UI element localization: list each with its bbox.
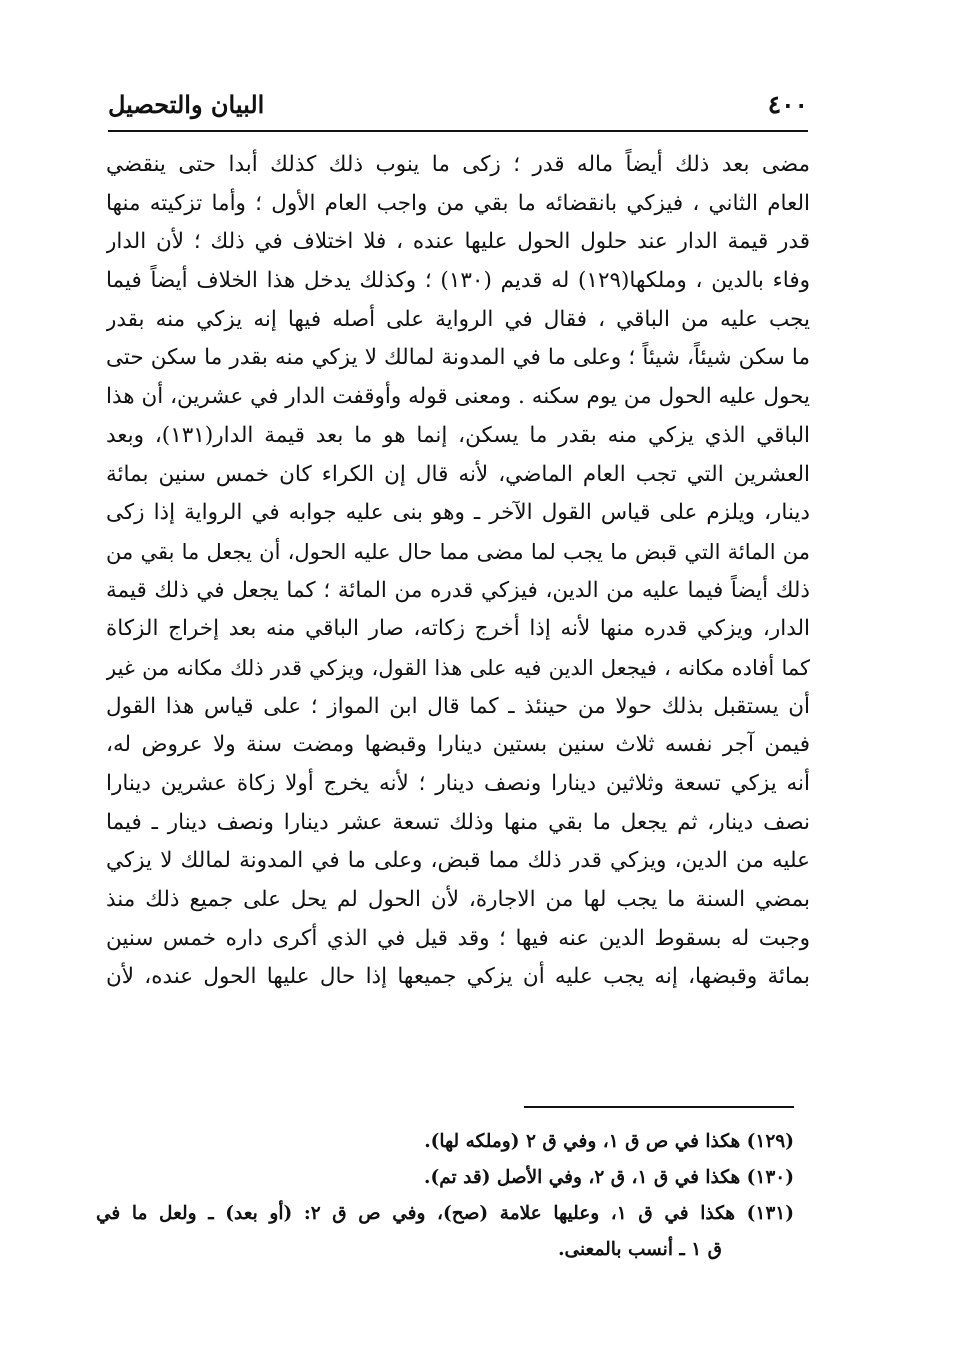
text-line: وجبت له بسقوط الدين عنه فيها ؛ وقد قيل في الذي أكرى داره خمس سنين: [106, 925, 810, 951]
text-line: ذلك أيضاً فيما عليه من الدين، فيزكي قدره من المائة ؛ كما يجعل في ذلك قيمة: [106, 577, 810, 603]
text-line: بمائة وقبضها، إنه يجب عليه أن يزكي جميعها إذا حال عليها الحول عنده، لأن: [106, 964, 810, 990]
body-text: [106, 146, 810, 997]
running-title: البيان والتحصيل: [108, 90, 265, 119]
footnote-131: (١٣١) هكذا في ق ١، وعليها علامة (صح)، وفي ص ق ٢: (أو بعد) ـ ولعل ما في: [96, 1203, 794, 1224]
text-line: العام الثاني ، فيزكي بانقضائه ما بقي من واجب العام الأول ؛ وأما تزكيته منها: [106, 190, 810, 216]
text-line: أن يستقبل بذلك حولا من حينئذ ـ كما قال ابن المواز ؛ على قياس هذا القول: [106, 693, 810, 719]
text-line: بمضي السنة ما يجب لها من الاجارة، لأن الحول لم يحل على جميع ذلك منذ: [106, 887, 810, 913]
footnote-131-continuation: ق ١ ـ أنسب بالمعنى.: [558, 1239, 722, 1260]
text-line: العشرين التي تجب العام الماضي، لأنه قال إن الكراء كان خمس سنين بمائة: [106, 461, 810, 487]
text-line: عليه من الدين، ويزكي قدر ذلك مما قبض، وعلى ما في المدونة لمالك لا يزكي: [106, 848, 810, 874]
text-line: أنه يزكي تسعة وثلاثين دينارا ونصف دينار ؛ لأنه يخرج أولا زكاة عشرين دينارا: [106, 771, 810, 796]
footnote-129: (١٢٩) هكذا في ص ق ١، وفي ق ٢ (وملكه لها).: [424, 1131, 794, 1152]
text-line: كما أفاده مكانه ، فيجعل الدين فيه على هذا القول، ويزكي قدر ذلك مكانه من غير: [106, 655, 810, 680]
text-line: ما سكن شيئاً، شيئاً ؛ وعلى ما في المدونة لمالك لا يزكي منه بقدر ما سكن حتى: [106, 345, 810, 371]
text-line: يجب عليه من الباقي ، فقال في الرواية على أصله فيها إنه يزكي منه بقدر: [106, 306, 810, 332]
text-line: الدار، ويزكي قدره منها لأنه إذا أخرج زكاته، صار الباقي منه بعد إخراج الزكاة: [106, 616, 810, 642]
text-line: يحول عليه الحول من يوم سكنه . ومعنى قوله وأوقفت الدار في عشرين، أن هذا: [106, 384, 810, 410]
footnotes: [96, 1124, 794, 1268]
footnote-130: (١٣٠) هكذا في ق ١، ق ٢، وفي الأصل (قد تم).: [424, 1167, 794, 1188]
page-number: ٤٠٠: [767, 90, 808, 119]
text-line: مضى بعد ذلك أيضاً ماله قدر ؛ زكى ما ينوب ذلك كذلك أبدا حتى ينقضي: [106, 152, 810, 177]
text-line: فيمن آجر نفسه ثلاث سنين بستين دينارا وقبضها ومضت سنة ولا عروض له،: [106, 732, 810, 758]
text-line: وفاء بالدين ، وملكها(١٢٩) له قديم (١٣٠) ؛ وكذلك يدخل هذا الخلاف أيضاً فيما: [106, 268, 810, 294]
text-line: الباقي الذي يزكي منه بقدر ما يسكن، إنما هو ما بعد قيمة الدار(١٣١)، وبعد: [106, 422, 810, 448]
text-line: من المائة التي قبض ما يجب لما مضى مما حال عليه الحول، أن يجعل ما بقي من: [106, 539, 810, 564]
page-header: [108, 86, 808, 132]
text-line: نصف دينار، ثم يجعل ما بقي منها وذلك تسعة عشر دينارا ونصف دينار ـ فيما: [106, 809, 810, 835]
footnote-divider: [524, 1106, 794, 1108]
text-line: قدر قيمة الدار عند حلول الحول عليها عنده ، فلا اختلاف في ذلك ؛ لأن الدار: [106, 229, 810, 255]
text-line: دينار، ويلزم على قياس القول الآخر ـ وهو بنى عليه جوابه في الرواية إذا زكى: [106, 500, 810, 526]
